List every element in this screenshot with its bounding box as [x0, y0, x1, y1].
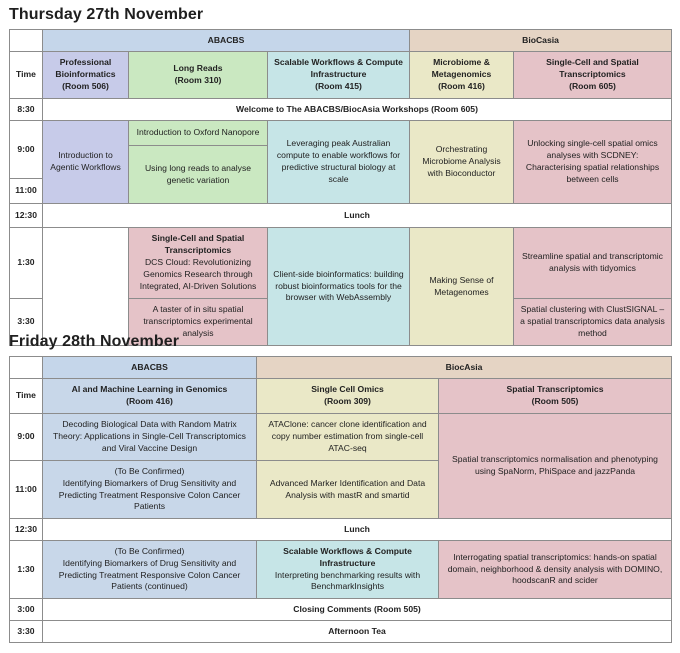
track-header-ai-ml-genomics — [43, 379, 257, 414]
session-random-matrix-theory: Decoding Biological Data with Random Matrix Theory: Applications in Single-Cell Transcriptomics and Viral Vaccine Design — [43, 414, 257, 461]
track-header-spatial-transcriptomics — [439, 379, 672, 414]
time-label: 3:00 — [10, 599, 43, 621]
session-benchmarking — [257, 541, 439, 599]
track-name: Scalable Workflows & Compute Infrastructure — [274, 57, 403, 80]
time-label: 11:00 — [10, 461, 43, 519]
track-header-long-reads — [129, 52, 268, 99]
time-label: 1:30 — [10, 228, 43, 299]
group-header-abacbs: ABACBS — [43, 30, 410, 52]
lunch-break: Lunch — [43, 519, 672, 541]
track-header-single-cell-spatial — [514, 52, 672, 99]
track-name: Professional Bioinformatics — [55, 57, 116, 80]
track-header-single-cell-omics — [257, 379, 439, 414]
empty-slot — [43, 228, 129, 346]
closing-comments: Closing Comments (Room 505) — [43, 599, 672, 621]
session-biomarkers-continued — [43, 541, 257, 599]
group-header-biocasia: BiocAsia — [257, 357, 672, 379]
track-room: (Room 505) — [531, 396, 579, 406]
track-name: Spatial Transcriptomics — [506, 384, 604, 395]
lunch-break: Lunch — [43, 204, 672, 228]
session-intro-oxford-nanopore: Introduction to Oxford Nanopore — [129, 121, 268, 146]
session-peak-compute: Leveraging peak Australian compute to enable workflows for predictive structural biology at scale — [268, 121, 410, 204]
track-room: (Room 310) — [174, 75, 222, 85]
afternoon-tea: Afternoon Tea — [43, 621, 672, 643]
session-domino: Interrogating spatial transcriptomics: hands-on spatial domain, neighborhood & density analysis with DOMINO, hoodscanR and scider — [439, 541, 672, 599]
track-room: (Room 506) — [62, 80, 109, 91]
friday-title: Friday 28th November — [9, 333, 180, 350]
session-description: Identifying Biomarkers of Drug Sensitivity and Predicting Treatment Responsive Colon Cancer Patients (continued) — [58, 557, 241, 592]
session-description: Interpreting benchmarking results with BenchmarkInsights — [274, 569, 421, 592]
track-name: AI and Machine Learning in Genomics — [71, 384, 228, 395]
session-scdney: Unlocking single-cell spatial omics analyses with SCDNEY: Characterising spatial relationships between cells — [514, 121, 672, 204]
track-name: Single-Cell and Spatial Transcriptomics — [546, 57, 639, 80]
session-track-title: Single-Cell and Spatial Transcriptomics — [151, 233, 245, 256]
session-long-reads-variation: Using long reads to analyse genetic variation — [129, 146, 268, 204]
group-header-abacbs: ABACBS — [43, 357, 257, 379]
track-room: (Room 309) — [324, 396, 371, 406]
track-room: (Room 605) — [569, 80, 616, 91]
track-header-scalable-workflows — [268, 52, 410, 99]
welcome-session: Welcome to The ABACBS/BiocAsia Workshops (Room 605) — [43, 99, 672, 121]
tbc-label: (To Be Confirmed) — [114, 465, 185, 476]
track-name: Single Cell Omics — [311, 384, 384, 395]
time-header: Time — [10, 52, 43, 99]
track-header-microbiome — [410, 52, 514, 99]
time-label: 12:30 — [10, 204, 43, 228]
session-ataclone: ATAClone: cancer clone identification and copy number estimation from single-cell ATAC-seq — [257, 414, 439, 461]
track-header-professional-bioinformatics — [43, 52, 129, 99]
corner-cell — [10, 30, 43, 52]
friday-schedule-table — [9, 356, 672, 643]
track-room: (Room 415) — [315, 80, 362, 91]
session-client-side-bioinformatics: Client-side bioinformatics: building robust bioinformatics tools for the browser with WebAssembly — [268, 228, 410, 346]
time-header: Time — [10, 379, 43, 414]
session-spanorm: Spatial transcriptomics normalisation and phenotyping using SpaNorm, PhiSpace and jazzPanda — [439, 414, 672, 519]
corner-cell — [10, 357, 43, 379]
session-description: DCS Cloud: Revolutionizing Genomics Research through Integrated, AI-Driven Solutions — [139, 257, 257, 291]
session-tidyomics: Streamline spatial and transcriptomic analysis with tidyomics — [514, 228, 672, 299]
time-label: 9:00 — [10, 121, 43, 179]
time-label: 3:30 — [10, 621, 43, 643]
track-name: Microbiome & Metagenomics — [431, 57, 492, 80]
time-label: 9:00 — [10, 414, 43, 461]
time-label: 11:00 — [10, 179, 43, 204]
session-insitu-taster: A taster of in situ spatial transcriptomics experimental analysis — [129, 299, 268, 346]
session-intro-agentic-workflows: Introduction to Agentic Workflows — [43, 121, 129, 204]
group-header-biocasia: BioCasia — [410, 30, 672, 52]
tbc-label: (To Be Confirmed) — [114, 545, 185, 556]
session-dcs-cloud — [129, 228, 268, 299]
session-track-title: Scalable Workflows & Compute Infrastructure — [283, 545, 412, 568]
session-description: Identifying Biomarkers of Drug Sensitivity and Predicting Treatment Responsive Colon Cancer Patients — [58, 477, 241, 512]
track-room: (Room 416) — [126, 396, 173, 406]
session-microbiome-bioconductor: Orchestrating Microbiome Analysis with Bioconductor — [410, 121, 514, 204]
track-name: Long Reads — [173, 63, 223, 74]
time-label: 1:30 — [10, 541, 43, 599]
track-room: (Room 416) — [438, 80, 485, 91]
time-label: 3:30 — [10, 299, 43, 346]
thursday-schedule-table — [9, 29, 672, 346]
time-label: 12:30 — [10, 519, 43, 541]
time-label: 8:30 — [10, 99, 43, 121]
thursday-title: Thursday 27th November — [9, 6, 204, 23]
session-mastr: Advanced Marker Identification and Data Analysis with mastR and smartid — [257, 461, 439, 519]
session-biomarkers — [43, 461, 257, 519]
session-clustsignal: Spatial clustering with ClustSIGNAL – a spatial transcriptomics data analysis method — [514, 299, 672, 346]
session-metagenomes: Making Sense of Metagenomes — [410, 228, 514, 346]
